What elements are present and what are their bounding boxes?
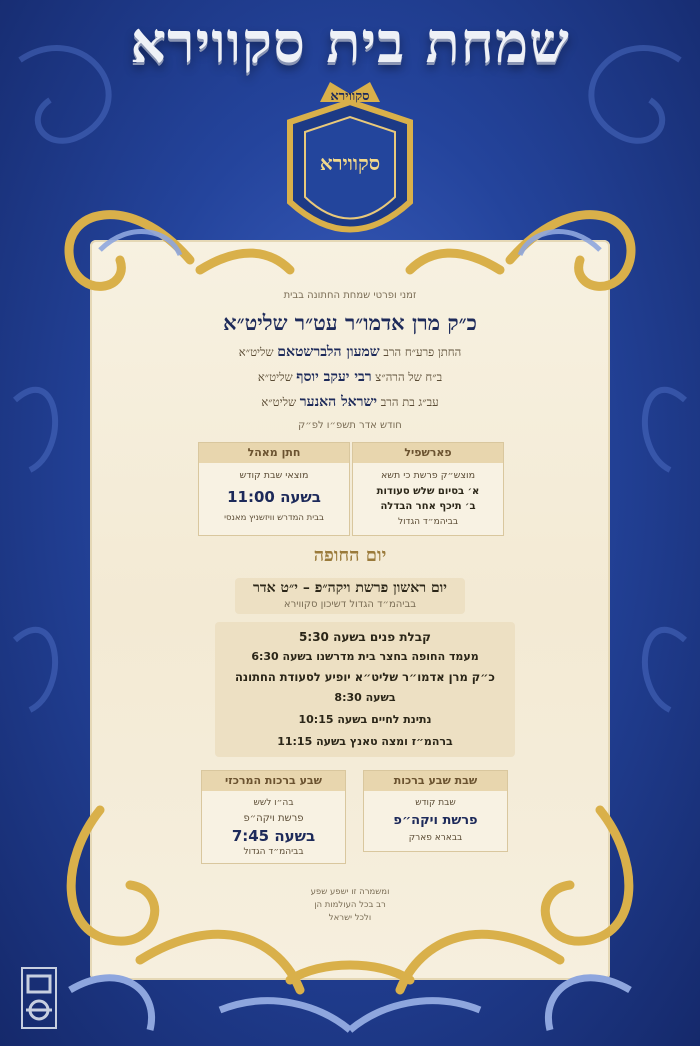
schedule-item: מעמד החופה בחצר בית מדרשנו בשעה 6:30 — [251, 650, 479, 663]
rebbe-line: כ״ק מרן אדמו״ר עט״ר שליט״א — [223, 310, 477, 335]
groom-name: שמעון הלברשטאם — [277, 344, 380, 360]
month-line: חודש אדר תשפ״ו לפ״ק — [298, 420, 402, 431]
publisher-logo-icon — [20, 966, 58, 1030]
chosson-line-3: בבית המדרש וויזשניץ מאנסי — [224, 513, 324, 523]
sheva-right-title: שבת שבע ברכות — [364, 771, 507, 791]
father-suffix: שליט״א — [257, 370, 293, 384]
sheva-left-line-1: בה״ו לשש — [253, 798, 294, 808]
bride-name: ישראל האנער — [299, 394, 378, 410]
poster-title: שמחת בית סקווירא — [130, 10, 570, 76]
aufruf-title: פארשפיל — [353, 443, 503, 463]
schedule-item: קבלת פנים בשעה 5:30 — [299, 630, 431, 644]
bride-suffix: שליט״א — [261, 395, 297, 409]
groom-suffix: שליט״א — [238, 345, 274, 359]
chosson-mohel-box — [198, 442, 350, 536]
chosson-title: חתן מאהל — [199, 443, 349, 463]
crest-name: סקווירא — [319, 151, 381, 175]
sheva-right-line-3: בבארא פארק — [408, 833, 463, 843]
father-prefix: ב״ח של הרה״צ — [375, 370, 443, 384]
crest-crown-text: סקווירא — [330, 89, 370, 104]
crest-emblem — [270, 82, 430, 262]
aufruf-line-4: בביהמ״ד הגדול — [397, 517, 459, 527]
aufruf-line-1: מוצש״ק פרשת כי תשא — [380, 470, 476, 481]
chuppah-title: יום החופה — [313, 545, 387, 566]
aufruf-line-2: א׳ בסיום שלש סעודות — [376, 486, 480, 497]
groom-prefix: החתן פרע״ח הרב — [383, 345, 462, 359]
schedule-item: בשעה 8:30 — [334, 691, 396, 704]
chuppah-place: בביהמ״ד הגדול דשיכון סקווירא — [283, 599, 417, 610]
sheva-right-line-2: פרשת ויקה״פ — [393, 813, 478, 828]
chosson-line-2: בשעה 11:00 — [227, 488, 321, 506]
sheva-left-line-3: בשעה 7:45 — [231, 827, 316, 845]
schedule-panel — [215, 622, 515, 757]
bride-line — [0, 394, 700, 411]
groom-line — [0, 344, 700, 361]
bride-prefix: עב״ג בת הרב — [380, 395, 439, 409]
header-line: זמני ופרטי שמחת החתונה בבית — [283, 290, 417, 301]
sheva-left-line-4: בביהמ״ד הגדול — [243, 847, 304, 857]
schedule-item: ברהמ״ז ומצה טאנץ בשעה 11:15 — [277, 735, 453, 748]
footer-line-2: רב בכל העולמות הן — [314, 900, 386, 910]
footer-line-3: ולכל ישראל — [328, 913, 372, 923]
schedule-item: כ״ק מרן אדמו״ר שליט״א יופיע לסעודת החתונה — [235, 670, 495, 684]
aufruf-box — [352, 442, 504, 536]
sheva-left-line-2: פרשת ויקה״פ — [243, 813, 304, 824]
chosson-line-1: מוצאי שבת קודש — [239, 470, 309, 481]
footer-line-1: ומשמרה זו ישפע שפע — [310, 887, 390, 897]
schedule-item: נתינת לחיים בשעה 10:15 — [298, 713, 432, 726]
father-name: רבי יעקב יוסף — [296, 369, 372, 385]
sheva-left-title: שבע ברכות המרכזי — [202, 771, 345, 791]
father-line — [0, 369, 700, 386]
chuppah-day: יום ראשון פרשת ויקה״פ – י״ט אדר — [253, 580, 447, 596]
sheva-right-line-1: שבת קודש — [415, 798, 456, 808]
aufruf-line-3: ב׳ תיכף אחר הבדלה — [380, 501, 476, 512]
